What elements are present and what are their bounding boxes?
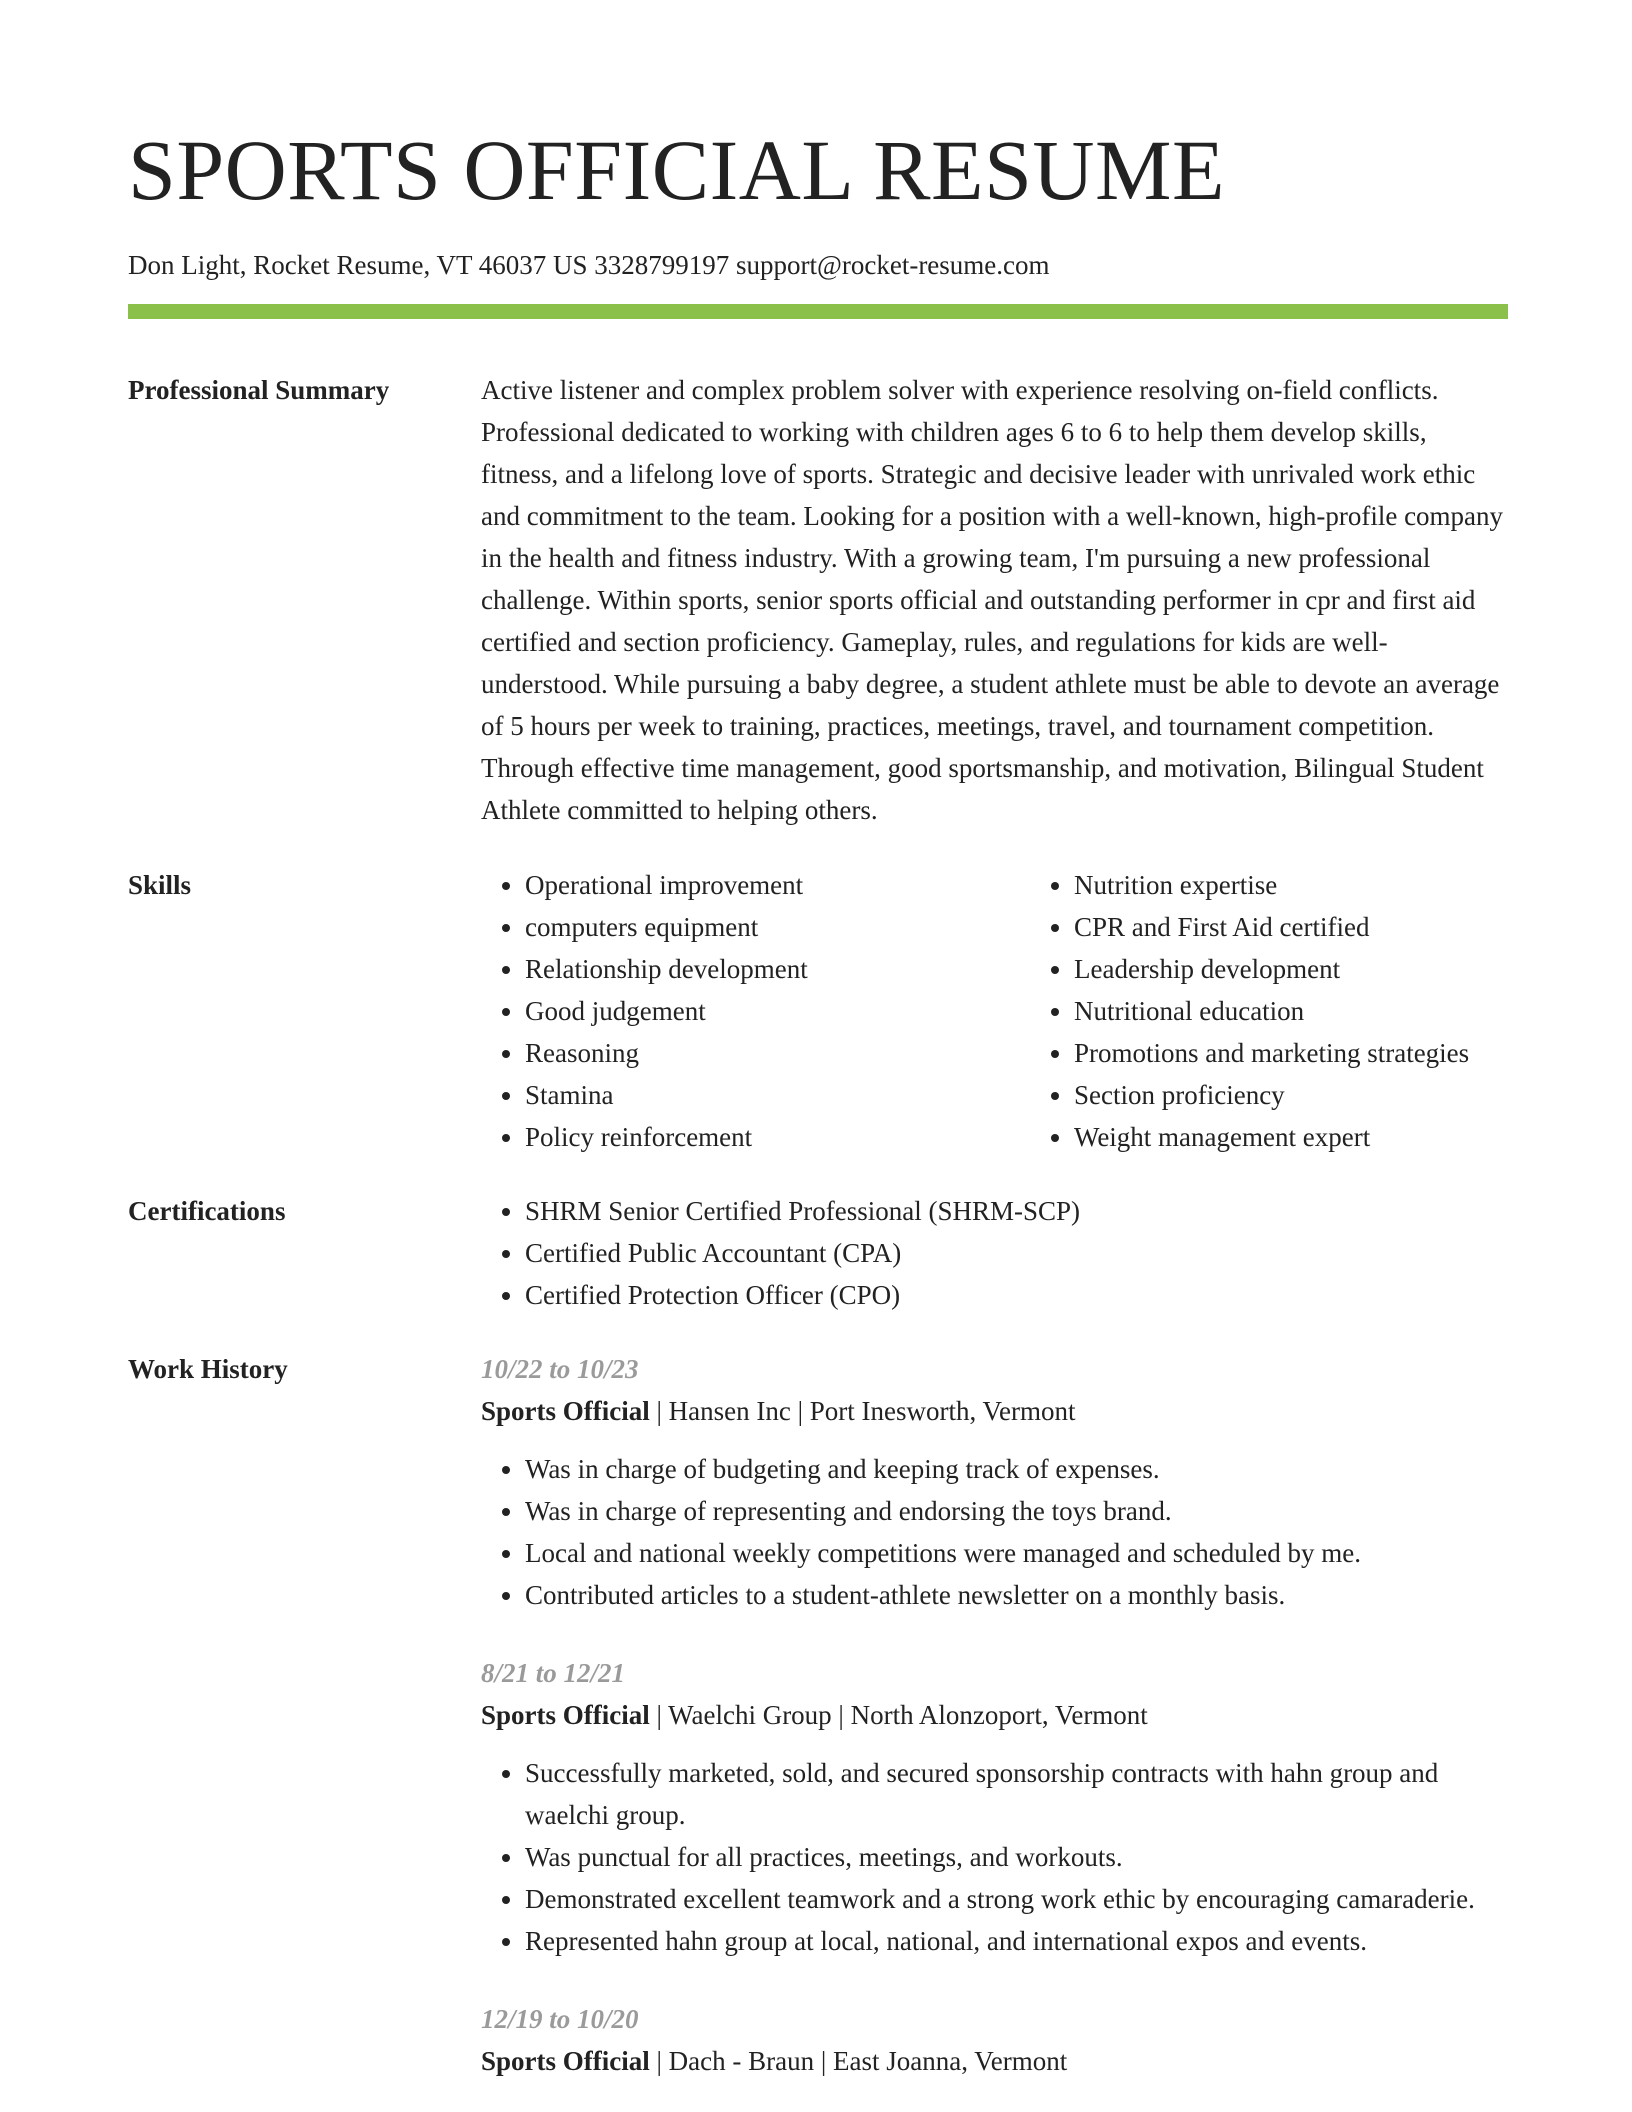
certification-item: • Certified Public Accountant (CPA) [525, 1232, 1508, 1274]
job-title: Sports Official [481, 2046, 650, 2076]
summary-text: Active listener and complex problem solver with experience resolving on-field conflicts. Professional dedicated to working with children ages 6 to 6 to help them develop skills, fitness, and a lifelong love of sports. Strategic and decisive leader with unrivaled work ethic and commitment to the team. Looking for a position with a well-known, high-profile company in the health and fitness industry. With a growing team, I'm pursuing a new professional challenge. Within sports, senior sports official and outstanding performer in cpr and first aid certified and section proficiency. Gameplay, rules, and regulations for kids are well-understood. While pursuing a baby degree, a student athlete must be able to devote an average of 5 hours per week to training, practices, meetings, travel, and tournament competition. Through effective time management, good sportsmanship, and motivation, Bilingual Student Athlete committed to helping others. [481, 375, 1504, 825]
job-bullet: • Represented hahn group at local, national, and international expos and events. [525, 1920, 1508, 1962]
skill-item: • Reasoning [525, 1032, 1030, 1074]
job-bullet: • Was in charge of representing and endorsing the toys brand. [525, 1490, 1508, 1532]
job-bullet: • Successfully marketed, sold, and secured sponsorship contracts with hahn group and waelchi group. [525, 1752, 1508, 1836]
skill-item: • Nutrition expertise [1074, 864, 1579, 906]
job-heading [481, 1694, 1508, 1736]
skills-list-left [481, 864, 1030, 1158]
job-entry [481, 1348, 1508, 1616]
skill-item: • Weight management expert [1074, 1116, 1579, 1158]
skill-item: • Section proficiency [1074, 1074, 1579, 1116]
skills-label: Skills [128, 870, 192, 900]
work-history-label: Work History [128, 1354, 288, 1384]
skills-grid [481, 864, 1579, 1158]
skill-item: • Stamina [525, 1074, 1030, 1116]
contact-line [128, 248, 1508, 282]
job-dates: 8/21 to 12/21 [481, 1658, 626, 1688]
work-history-body [481, 1348, 1508, 2082]
skill-item: • Nutritional education [1074, 990, 1579, 1032]
resume-title: SPORTS OFFICIAL RESUME [128, 122, 1226, 218]
certifications-section [128, 1190, 1508, 1316]
skills-body [481, 864, 1579, 1158]
skills-section [128, 864, 1508, 1158]
skill-item: • Operational improvement [525, 864, 1030, 906]
job-title: Sports Official [481, 1396, 650, 1426]
resume-page [128, 120, 1508, 2082]
contact-name-address: Don Light, Rocket Resume, VT 46037 US [128, 250, 588, 280]
skill-item: • computers equipment [525, 906, 1030, 948]
job-heading [481, 2040, 1508, 2082]
job-bullet: • Was in charge of budgeting and keeping track of expenses. [525, 1448, 1508, 1490]
skill-item: • Promotions and marketing strategies [1074, 1032, 1579, 1074]
job-dates: 12/19 to 10/20 [481, 2004, 639, 2034]
skill-item: • Good judgement [525, 990, 1030, 1032]
job-bullet: • Contributed articles to a student-athlete newsletter on a monthly basis. [525, 1574, 1508, 1616]
certifications-label: Certifications [128, 1196, 286, 1226]
contact-email: support@rocket-resume.com [736, 250, 1050, 280]
certification-item: • SHRM Senior Certified Professional (SHRM-SCP) [525, 1190, 1508, 1232]
job-dates: 10/22 to 10/23 [481, 1354, 639, 1384]
certification-item: • Certified Protection Officer (CPO) [525, 1274, 1508, 1316]
summary-section [128, 369, 1508, 831]
skill-item: • CPR and First Aid certified [1074, 906, 1579, 948]
skill-item: • Relationship development [525, 948, 1030, 990]
header-accent-rule [128, 304, 1508, 319]
job-bullet: • Local and national weekly competitions were managed and scheduled by me. [525, 1532, 1508, 1574]
skill-item: • Leadership development [1074, 948, 1579, 990]
certifications-list [481, 1190, 1508, 1316]
summary-label: Professional Summary [128, 375, 390, 405]
skills-list-right [1030, 864, 1579, 1158]
job-bullet: • Demonstrated excellent teamwork and a strong work ethic by encouraging camaraderie. [525, 1878, 1508, 1920]
skill-item: • Policy reinforcement [525, 1116, 1030, 1158]
certifications-body [481, 1190, 1508, 1316]
job-entry [481, 1998, 1508, 2082]
job-bullets [481, 1752, 1508, 1962]
job-bullet: • Was punctual for all practices, meetings, and workouts. [525, 1836, 1508, 1878]
contact-phone: 3328799197 [594, 250, 730, 280]
job-heading [481, 1390, 1508, 1432]
job-bullets [481, 1448, 1508, 1616]
job-title: Sports Official [481, 1700, 650, 1730]
job-details: | Dach - Braun | East Joanna, Vermont [649, 2046, 1068, 2076]
work-history-section [128, 1348, 1508, 2082]
job-details: | Hansen Inc | Port Inesworth, Vermont [649, 1396, 1076, 1426]
job-entry [481, 1652, 1508, 1962]
job-details: | Waelchi Group | North Alonzoport, Vermont [649, 1700, 1148, 1730]
